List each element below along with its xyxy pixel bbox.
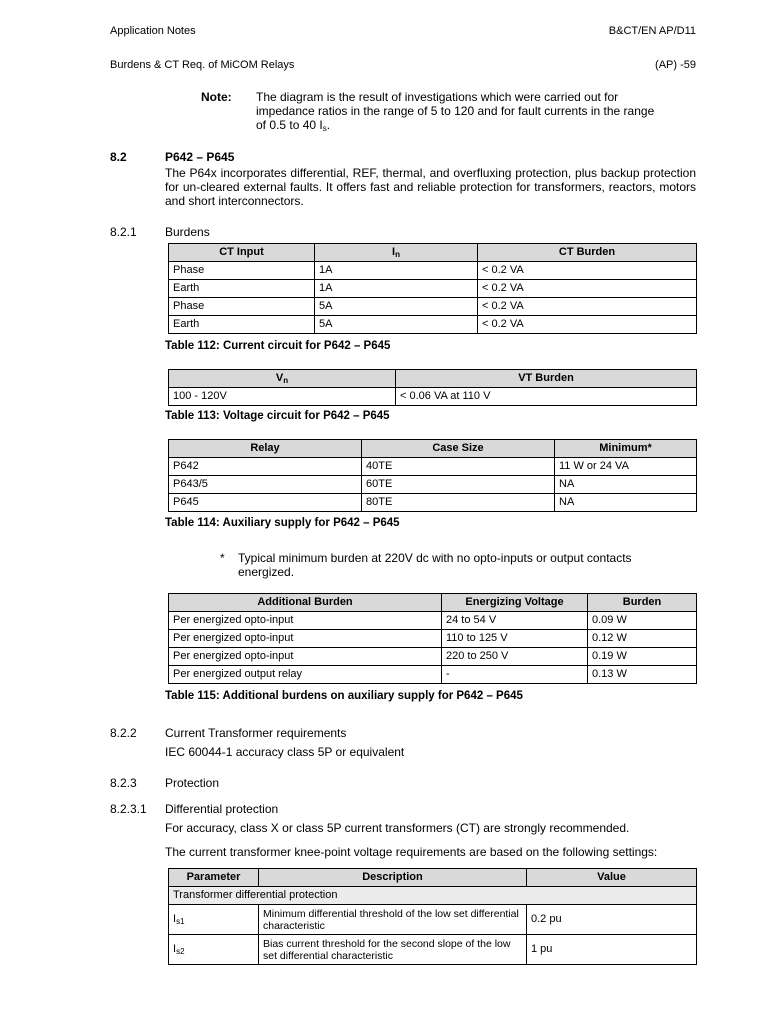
section-8-2-2-title: Current Transformer requirements [165,726,347,740]
table-cell: 0.12 W [588,630,697,648]
table-112-caption: Table 112: Current circuit for P642 – P645 [165,340,391,352]
table-cell: P645 [169,494,362,512]
table-112 [168,243,697,334]
section-8-2-3-number: 8.2.3 [110,776,137,790]
table-112-header-ct-input: CT Input [169,244,315,262]
table-113 [168,369,697,406]
section-8-2-number: 8.2 [110,150,127,164]
table-cell: P643/5 [169,476,362,494]
table-cell: < 0.2 VA [478,262,697,280]
parameter-cell-sub: s2 [176,947,185,956]
table-row [169,905,697,935]
table-row [169,648,697,666]
header-doc-type: Application Notes [110,25,196,37]
table-113-header-vn-text: V [275,372,284,384]
table-cell: 0.19 W [588,648,697,666]
note-text [256,90,696,132]
table-row [169,280,697,298]
table-113-header-row [169,370,697,388]
table-row [169,630,697,648]
table-113-header-vn [169,370,396,388]
table-114 [168,439,697,512]
table-cell: 40TE [362,458,555,476]
table-cell: Phase [169,262,315,280]
footnote-line-1: Typical minimum burden at 220V dc with no opto-inputs or output contacts [238,551,632,565]
table-row [169,262,697,280]
parameter-cell-text: I [173,913,177,925]
table-cell: 5A [315,316,478,334]
table-cell: 24 to 54 V [442,612,588,630]
table-112-header-in-text: I [392,246,396,258]
footnote-line-2: energized. [238,565,295,579]
table-114-header-case-size: Case Size [362,440,555,458]
table-cell: Per energized opto-input [169,612,442,630]
table-113-header-vn-sub: n [283,376,289,385]
table-cell: Phase [169,298,315,316]
value-cell: 1 pu [527,935,697,965]
table-114-header-row [169,440,697,458]
table-cell: < 0.2 VA [478,280,697,298]
table-cell: NA [555,476,697,494]
section-8-2-2-body: IEC 60044-1 accuracy class 5P or equivalent [165,745,405,759]
table-cell: 0.09 W [588,612,697,630]
note-label: Note: [201,90,232,104]
table-cell: Per energized output relay [169,666,442,684]
note-line-3-text: of 0.5 to 40 I [256,118,323,132]
header-section-title: Burdens & CT Req. of MiCOM Relays [110,59,295,71]
note-line-3 [256,118,696,132]
table-cell: < 0.2 VA [478,316,697,334]
table-cell: - [442,666,588,684]
table-cell: < 0.2 VA [478,298,697,316]
section-8-2-3-1-number: 8.2.3.1 [110,802,147,816]
parameter-table-header-parameter: Parameter [169,869,259,887]
table-cell: Per energized opto-input [169,630,442,648]
table-cell: 1A [315,262,478,280]
description-cell: Minimum differential threshold of the low set differential characteristic [259,905,527,935]
parameter-table-group-row [169,887,697,905]
header-page-number: (AP) -59 [655,59,696,71]
parameter-table-group-label: Transformer differential protection [169,887,697,905]
section-8-2-3-1-body-1: For accuracy, class X or class 5P current transformers (CT) are strongly recommended. [165,821,630,835]
table-cell: 0.13 W [588,666,697,684]
table-cell: NA [555,494,697,512]
table-row [169,494,697,512]
footnote-mark: * [220,551,225,565]
table-114-caption: Table 114: Auxiliary supply for P642 – P645 [165,517,400,529]
table-row [169,458,697,476]
table-113-caption: Table 113: Voltage circuit for P642 – P645 [165,410,390,422]
note-line-3-end: . [326,118,331,132]
table-cell: < 0.06 VA at 110 V [396,388,697,406]
table-cell: P642 [169,458,362,476]
table-cell: Earth [169,316,315,334]
table-row [169,476,697,494]
value-cell: 0.2 pu [527,905,697,935]
table-row [169,612,697,630]
section-8-2-3-title: Protection [165,776,220,790]
table-cell: 100 - 120V [169,388,396,406]
table-115-header-row [169,594,697,612]
header-doc-code: B&CT/EN AP/D11 [608,25,696,37]
table-112-header-in [315,244,478,262]
table-cell: 220 to 250 V [442,648,588,666]
table-112-header-in-sub: n [395,250,400,259]
table-cell: 60TE [362,476,555,494]
table-114-header-relay: Relay [169,440,362,458]
parameter-table-header-value: Value [527,869,697,887]
table-row [169,316,697,334]
section-8-2-2-number: 8.2.2 [110,726,137,740]
table-115 [168,593,697,684]
table-cell: Per energized opto-input [169,648,442,666]
table-114-header-minimum: Minimum* [555,440,697,458]
parameter-cell [169,935,259,965]
table-115-header-burden: Burden [588,594,697,612]
footnote-text [238,551,698,579]
table-cell: 110 to 125 V [442,630,588,648]
parameter-table-header-description: Description [259,869,527,887]
table-112-header-ct-burden: CT Burden [478,244,697,262]
table-cell: 80TE [362,494,555,512]
table-cell: 11 W or 24 VA [555,458,697,476]
table-115-header-additional-burden: Additional Burden [169,594,442,612]
parameter-cell-text: I [173,943,177,955]
parameter-cell [169,905,259,935]
table-cell: Earth [169,280,315,298]
note-line-1: The diagram is the result of investigations which were carried out for [256,90,619,104]
parameter-table-header-row [169,869,697,887]
note-line-2: impedance ratios in the range of 5 to 120 and for fault currents in the range [256,104,655,118]
table-115-header-energizing-voltage: Energizing Voltage [442,594,588,612]
section-8-2-3-1-body-2: The current transformer knee-point voltage requirements are based on the following settings: [165,845,658,859]
section-8-2-body: The P64x incorporates differential, REF, thermal, and overfluxing protection, plus backup protection for un-cleared external faults. It offers fast and reliable protection for transformers, reactors, motors and short interconnectors. [165,166,696,208]
table-row [169,388,697,406]
parameter-table [168,868,697,965]
table-113-header-vt-burden: VT Burden [396,370,697,388]
parameter-cell-sub: s1 [176,917,185,926]
table-row [169,666,697,684]
table-cell: 1A [315,280,478,298]
section-8-2-1-title: Burdens [165,225,210,239]
section-8-2-1-number: 8.2.1 [110,225,137,239]
note-line-3-sub: s [322,124,327,133]
section-8-2-3-1-title: Differential protection [165,802,279,816]
description-cell: Bias current threshold for the second slope of the low set differential characteristic [259,935,527,965]
table-112-header-row [169,244,697,262]
section-8-2-title: P642 – P645 [165,150,235,164]
table-row [169,298,697,316]
table-row [169,935,697,965]
table-115-caption: Table 115: Additional burdens on auxiliary supply for P642 – P645 [165,690,523,702]
table-cell: 5A [315,298,478,316]
